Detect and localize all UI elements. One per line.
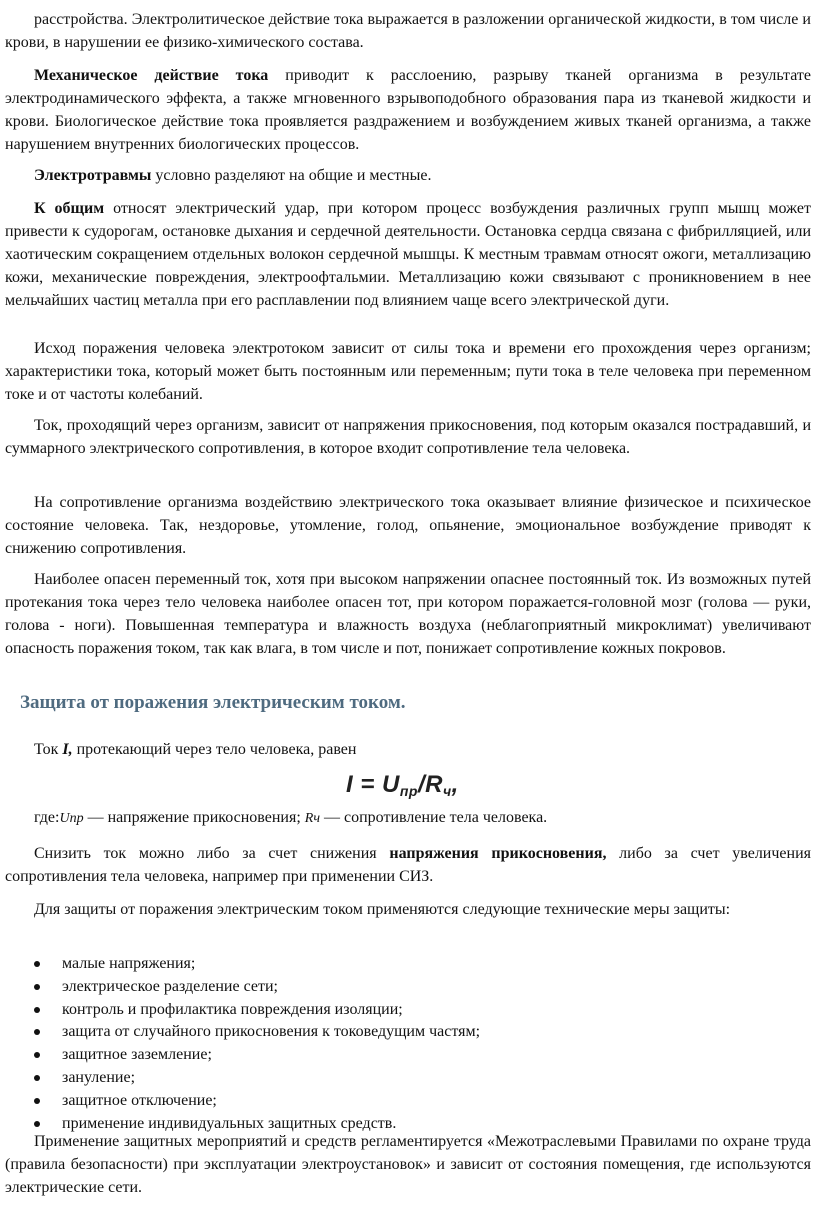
bullet-icon <box>34 1007 40 1013</box>
paragraph-measures-intro: Для защиты от поражения электрическим током применяются следующие технические меры защиты: <box>34 901 731 918</box>
ohm-law-formula: $I = U_{пр}/R_ч$, <box>346 771 459 799</box>
bullet-icon <box>34 984 40 990</box>
term-general: К общим <box>34 200 105 217</box>
paragraph-resistance: На сопротивление организма воздействию электрического тока оказывает влияние физическое и психическое состояние человека. Так, нездоровье, утомление, голод, опьянение, эмоциональное возбуждение приводят к снижению сопротивления. <box>5 494 811 557</box>
list-item: защитное заземление; <box>0 1044 800 1067</box>
symbol-u-touch: Uпр <box>59 811 84 826</box>
bullet-icon <box>34 961 40 967</box>
list-item: электрическое разделение сети; <box>0 976 800 999</box>
list-item: защита от случайного прикосновения к токоведущим частям; <box>0 1021 800 1044</box>
paragraph-reduce-current: Снизить ток можно либо за счет снижения напряжения прикосновения, либо за счет увеличения сопротивления тела человека, например при применении СИЗ. <box>5 845 812 885</box>
list-item: малые напряжения; <box>0 953 800 976</box>
paragraph-electrolytic: расстройства. Электролитическое действие тока выражается в разложении органической жидкости, в том числе и крови, в нарушении ее физико-химического состава. <box>5 11 811 51</box>
bullet-icon <box>34 1075 40 1081</box>
list-item: зануление; <box>0 1067 800 1090</box>
protection-measures-list <box>0 953 800 1135</box>
bullet-icon <box>34 1029 40 1035</box>
term-touch-voltage: напряжения прикосновения, <box>389 845 607 862</box>
list-item: применение индивидуальных защитных средств. <box>0 1113 800 1136</box>
section-heading: Защита от поражения электрическим током. <box>20 692 406 713</box>
list-item: защитное отключение; <box>0 1090 800 1113</box>
list-item: контроль и профилактика повреждения изоляции; <box>0 999 800 1022</box>
bullet-icon <box>34 1121 40 1127</box>
bullet-icon <box>34 1098 40 1104</box>
current-definition-line: Ток I, протекающий через тело человека, равен <box>34 741 357 758</box>
current-symbol: I, <box>62 741 73 758</box>
paragraph-outcome: Исход поражения человека электротоком зависит от силы тока и времени его прохождения через организм; характеристики тока, который может быть постоянным или переменным; пути тока в теле человека при переменном токе и от частоты колебаний. <box>5 340 811 403</box>
paragraph-regulation: Применение защитных мероприятий и средств регламентируется «Межотраслевыми Правилами по охране труда (правила безопасности) при эксплуатации электроустановок» и зависит от состояния помещения, где используются электрические сети. <box>5 1133 811 1196</box>
paragraph-general: К общим относят электрический удар, при котором процесс возбуждения различных групп мышц может привести к судорогам, остановке дыхания и сердечной деятельности. Остановка сердца связана с фибрилляцией, или хаотическим сокращением отдельных волокон сердечной мышцы. К местным травмам относят ожоги, металлизацию кожи, механические повреждения, электроофтальмии. Металлизацию кожи связывают с проникновением в нее мельчайших частиц металла при его расплавлении под влиянием чаще всего электрической дуги. <box>5 200 811 309</box>
paragraph-danger: Наиболее опасен переменный ток, хотя при высоком напряжении опаснее постоянный ток. Из возможных путей протекания тока через тело человека наиболее опасен тот, при котором поражается-головной мозг (голова — руки, голова - ноги). Повышенная температура и влажность воздуха (неблагоприятный микроклимат) увеличивают опасность поражения током, так как влага, в том числе и пот, понижает сопротивление кожных покровов. <box>5 571 811 657</box>
paragraph-current-voltage: Ток, проходящий через организм, зависит от напряжения прикосновения, под которым оказался пострадавший, и суммарного электрического сопротивления, в которое входит сопротивление тела человека. <box>5 417 811 457</box>
paragraph-electrotrauma: Электротравмы условно разделяют на общие и местные. <box>34 167 432 184</box>
term-mechanical: Механическое действие тока <box>34 67 269 84</box>
paragraph-mechanical: Механическое действие тока приводит к расслоению, разрыву тканей организма в результате электродинамического эффекта, а также мгновенного взрывоподобного образования пара из тканевой жидкости и крови. Биологическое действие тока проявляется раздражением и возбуждением живых тканей организма, а также нарушением внутренних биологических процессов. <box>5 67 812 153</box>
term-electrotrauma: Электротравмы <box>34 167 152 184</box>
bullet-icon <box>34 1052 40 1058</box>
symbol-r-body: Rч <box>304 811 320 826</box>
formula-legend: где:Uпр — напряжение прикосновения; Rч — сопротивление тела человека. <box>34 809 548 826</box>
